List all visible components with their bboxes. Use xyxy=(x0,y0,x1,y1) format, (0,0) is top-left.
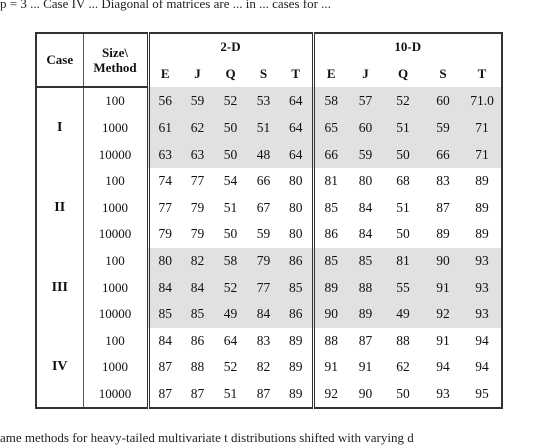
value-cell-10d-s: 60 xyxy=(423,87,463,115)
header-method-2d-e: E xyxy=(160,65,170,81)
value-cell-2d-e: 61 xyxy=(148,115,181,142)
value-cell-2d-e: 87 xyxy=(158,386,172,402)
value-cell-2d-q: 64 xyxy=(223,332,238,348)
size-cell: 100 xyxy=(83,87,148,115)
value-cell-10d-t: 93 xyxy=(463,301,502,328)
value-cell-10d-j: 90 xyxy=(358,386,373,402)
value-cell-2d-e: 84 xyxy=(158,332,172,348)
value-cell-2d-q: 51 xyxy=(223,199,238,215)
value-cell-10d-s: 87 xyxy=(436,199,450,215)
value-cell-2d-j: 85 xyxy=(181,301,214,328)
value-cell-10d-j: 84 xyxy=(358,199,373,215)
value-cell-2d-e: 74 xyxy=(158,173,172,189)
value-cell-2d-q: 52 xyxy=(214,274,247,301)
table-row xyxy=(36,141,502,168)
value-cell-10d-t: 71.0 xyxy=(463,87,502,115)
value-cell-2d-q: 49 xyxy=(214,301,247,328)
value-cell-10d-j: 60 xyxy=(348,115,383,142)
case-label: IV xyxy=(36,328,83,409)
value-cell-10d-e: 58 xyxy=(313,87,348,115)
value-cell-10d-q: 50 xyxy=(396,226,410,242)
case-label: I xyxy=(36,87,83,168)
table-row xyxy=(36,248,502,275)
value-cell-10d-t: 95 xyxy=(475,386,489,402)
value-cell-10d-q: 50 xyxy=(396,386,410,402)
value-cell-2d-q: 51 xyxy=(223,386,238,402)
size-cell: 10000 xyxy=(83,141,148,168)
value-cell-10d-t: 93 xyxy=(463,248,502,275)
table-row xyxy=(36,168,502,195)
value-cell-2d-j: 77 xyxy=(190,173,205,189)
value-cell-2d-e: 56 xyxy=(148,87,181,115)
value-cell-2d-t: 86 xyxy=(280,248,313,275)
size-cell: 10000 xyxy=(83,221,148,248)
value-cell-10d-t: 94 xyxy=(475,332,489,348)
value-cell-10d-q: 62 xyxy=(396,359,410,375)
value-cell-10d-s: 90 xyxy=(423,248,463,275)
value-cell-10d-s: 92 xyxy=(423,301,463,328)
value-cell-10d-s: 83 xyxy=(436,173,450,189)
value-cell-2d-e: 79 xyxy=(158,226,172,242)
value-cell-10d-e: 88 xyxy=(324,332,338,348)
case-label: III xyxy=(36,248,83,328)
table-row xyxy=(36,328,502,355)
value-cell-10d-s: 89 xyxy=(436,226,450,242)
value-cell-2d-q: 50 xyxy=(214,115,247,142)
value-cell-2d-e: 77 xyxy=(158,199,172,215)
value-cell-2d-s: 51 xyxy=(247,115,280,142)
value-cell-2d-t: 80 xyxy=(280,168,313,195)
value-cell-2d-s: 87 xyxy=(256,386,271,402)
value-cell-10d-e: 85 xyxy=(324,199,338,215)
header-method-10d-q: Q xyxy=(397,65,409,81)
value-cell-2d-q: 50 xyxy=(214,141,247,168)
value-cell-10d-j: 59 xyxy=(348,141,383,168)
value-cell-2d-j: 62 xyxy=(181,115,214,142)
results-table xyxy=(35,32,503,409)
header-method-10d-j: J xyxy=(362,65,369,81)
value-cell-2d-t: 89 xyxy=(280,381,313,409)
value-cell-10d-s: 66 xyxy=(423,141,463,168)
table-row xyxy=(36,195,502,222)
value-cell-2d-j: 63 xyxy=(181,141,214,168)
case-label: II xyxy=(36,168,83,248)
header-group-10d: 10-D xyxy=(394,39,422,55)
value-cell-2d-s: 83 xyxy=(256,332,271,348)
value-cell-2d-e: 85 xyxy=(148,301,181,328)
value-cell-2d-e: 84 xyxy=(148,274,181,301)
size-cell: 1000 xyxy=(83,115,148,142)
size-cell: 100 xyxy=(83,248,148,275)
table-row xyxy=(36,301,502,328)
table-row xyxy=(36,381,502,409)
header-method-10d-e: E xyxy=(326,65,336,81)
value-cell-10d-e: 90 xyxy=(313,301,348,328)
size-cell: 10000 xyxy=(83,381,148,409)
value-cell-2d-t: 86 xyxy=(280,301,313,328)
header-method-2d-t: T xyxy=(280,61,313,88)
header-method-10d-t: T xyxy=(477,65,487,81)
header-group-2d: 2-D xyxy=(148,33,313,61)
value-cell-10d-t: 94 xyxy=(475,359,489,375)
value-cell-2d-q: 52 xyxy=(214,87,247,115)
value-cell-2d-j: 82 xyxy=(181,248,214,275)
value-cell-2d-j: 86 xyxy=(190,332,205,348)
value-cell-2d-s: 82 xyxy=(256,359,271,375)
value-cell-10d-t: 89 xyxy=(475,226,489,242)
value-cell-10d-q: 51 xyxy=(383,115,423,142)
value-cell-10d-s: 91 xyxy=(423,274,463,301)
value-cell-2d-t: 80 xyxy=(280,221,313,248)
value-cell-10d-t: 89 xyxy=(475,173,489,189)
header-size-method xyxy=(83,33,148,87)
value-cell-10d-j: 85 xyxy=(348,248,383,275)
value-cell-2d-t: 64 xyxy=(280,87,313,115)
value-cell-2d-s: 67 xyxy=(256,199,271,215)
table-row xyxy=(36,115,502,142)
header-size-label: Size\ xyxy=(102,45,128,61)
value-cell-2d-q: 54 xyxy=(223,173,238,189)
header-case: Case xyxy=(36,33,83,87)
value-cell-2d-s: 59 xyxy=(256,226,271,242)
value-cell-2d-j: 79 xyxy=(190,199,205,215)
value-cell-10d-q: 81 xyxy=(383,248,423,275)
value-cell-10d-q: 49 xyxy=(383,301,423,328)
value-cell-10d-e: 92 xyxy=(324,386,338,402)
value-cell-2d-t: 64 xyxy=(280,115,313,142)
value-cell-10d-s: 59 xyxy=(423,115,463,142)
value-cell-10d-j: 80 xyxy=(358,173,373,189)
size-cell: 100 xyxy=(83,168,148,195)
header-method-label: Method xyxy=(93,60,137,76)
value-cell-10d-t: 89 xyxy=(475,199,489,215)
value-cell-10d-s: 93 xyxy=(436,386,450,402)
header-method-2d-q: Q xyxy=(225,65,236,81)
header-method-2d-j: J xyxy=(194,65,201,81)
value-cell-10d-q: 55 xyxy=(383,274,423,301)
table-row xyxy=(36,221,502,248)
value-cell-10d-e: 91 xyxy=(324,359,338,375)
value-cell-10d-q: 51 xyxy=(396,199,410,215)
value-cell-10d-q: 88 xyxy=(396,332,410,348)
value-cell-10d-q: 52 xyxy=(383,87,423,115)
value-cell-10d-e: 89 xyxy=(313,274,348,301)
header-method-2d-s: S xyxy=(259,65,268,81)
value-cell-2d-e: 80 xyxy=(148,248,181,275)
value-cell-10d-j: 89 xyxy=(348,301,383,328)
value-cell-10d-s: 94 xyxy=(436,359,450,375)
value-cell-2d-s: 79 xyxy=(247,248,280,275)
value-cell-2d-q: 52 xyxy=(223,359,238,375)
value-cell-2d-s: 66 xyxy=(256,173,271,189)
value-cell-2d-t: 85 xyxy=(280,274,313,301)
value-cell-10d-j: 87 xyxy=(358,332,373,348)
value-cell-10d-q: 50 xyxy=(383,141,423,168)
value-cell-10d-j: 91 xyxy=(358,359,373,375)
value-cell-2d-j: 59 xyxy=(181,87,214,115)
value-cell-10d-j: 88 xyxy=(348,274,383,301)
value-cell-10d-e: 85 xyxy=(313,248,348,275)
size-cell: 100 xyxy=(83,328,148,355)
value-cell-10d-s: 91 xyxy=(436,332,450,348)
value-cell-2d-s: 77 xyxy=(247,274,280,301)
value-cell-2d-t: 89 xyxy=(280,354,313,381)
value-cell-2d-j: 87 xyxy=(190,386,205,402)
value-cell-2d-q: 50 xyxy=(223,226,238,242)
value-cell-10d-j: 57 xyxy=(348,87,383,115)
results-table-body xyxy=(36,87,502,408)
caption-top-cut: p = 3 ... Case IV ... Diagonal of matrices are ... in ... cases for ... xyxy=(0,0,331,11)
value-cell-2d-j: 79 xyxy=(190,226,205,242)
size-cell: 1000 xyxy=(83,195,148,222)
header-method-10d-s: S xyxy=(439,65,447,81)
table-row xyxy=(36,87,502,115)
value-cell-10d-t: 93 xyxy=(463,274,502,301)
caption-bottom-cut: ame methods for heavy-tailed multivariate t distributions shifted with varying d xyxy=(0,430,414,445)
value-cell-2d-t: 89 xyxy=(280,328,313,355)
value-cell-2d-e: 87 xyxy=(158,359,172,375)
value-cell-10d-q: 68 xyxy=(396,173,410,189)
value-cell-10d-e: 86 xyxy=(324,226,338,242)
value-cell-2d-s: 53 xyxy=(247,87,280,115)
value-cell-2d-s: 48 xyxy=(247,141,280,168)
table-row xyxy=(36,354,502,381)
results-table-container xyxy=(35,32,503,409)
value-cell-10d-e: 65 xyxy=(313,115,348,142)
value-cell-2d-e: 63 xyxy=(148,141,181,168)
size-cell: 1000 xyxy=(83,274,148,301)
value-cell-2d-t: 80 xyxy=(280,195,313,222)
value-cell-2d-j: 84 xyxy=(181,274,214,301)
size-cell: 1000 xyxy=(83,354,148,381)
value-cell-10d-e: 66 xyxy=(313,141,348,168)
value-cell-2d-j: 88 xyxy=(190,359,205,375)
table-row xyxy=(36,274,502,301)
value-cell-10d-t: 71 xyxy=(463,141,502,168)
value-cell-10d-t: 71 xyxy=(463,115,502,142)
size-cell: 10000 xyxy=(83,301,148,328)
value-cell-2d-q: 58 xyxy=(214,248,247,275)
value-cell-10d-j: 84 xyxy=(358,226,373,242)
value-cell-2d-s: 84 xyxy=(247,301,280,328)
value-cell-10d-e: 81 xyxy=(324,173,338,189)
value-cell-2d-t: 64 xyxy=(280,141,313,168)
